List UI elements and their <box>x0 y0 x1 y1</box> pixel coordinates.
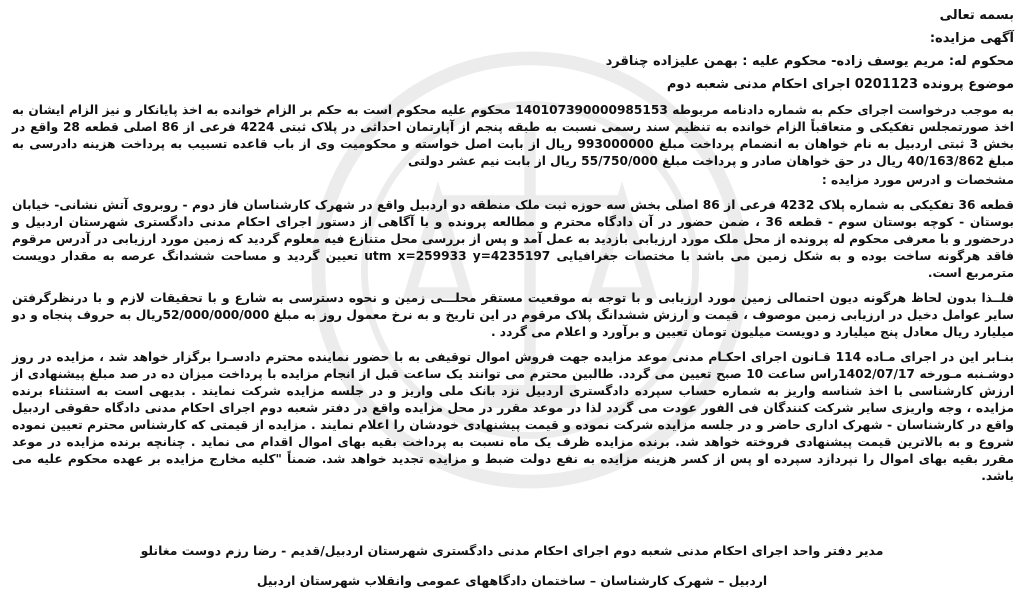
signature-line: مدیر دفتر واحد اجرای احکام مدنی شعبه دوم اجرای احکام مدنی دادگستری شهرستان اردبیل/قدیم - رضا رزم دوست مغانلو <box>140 543 884 558</box>
notice-title: آگهی مزایده: <box>929 31 1014 46</box>
case-parties: محکوم له: مریم یوسف زاده- محکوم علیه : بهمن علیزاده چناقرد <box>605 54 1014 69</box>
judgment-paragraph: به موجب درخواست اجرای حکم به شماره دادنامه مربوطه 140107390000985153 محکوم علیه محکوم است به حکم بر الزام خوانده به اخذ پایانکار و نیز الزام ایشان به اخذ صورتمجلس تفکیکی و متعاقباً الزام خوانده به تنظیم سند رسمی نسبت به طبقه پنجم از آپارتمان احداثی در پلاک ثبتی 4224 فرعی از 86 اصلی قطعه 28 واقع در بخش 3 ثبتی اردبیل به نام خواهان به انضمام پرداخت مبلغ 993000000 ریال از بابت اصل خواسته و محکومیت وی از باب قاعده تسبیب به پرداخت هزینه دادرسی به مبلغ 40/163/862 ریال در حق خواهان صادر و پرداخت مبلغ 55/750/000 ریال از بابت نیم عشر دولتی <box>12 103 1014 168</box>
address-line: اردبیل – شهرک کارشناسان – ساختمان دادگاههای عمومی وانقلاب شهرستان اردبیل <box>256 573 768 588</box>
auction-terms-paragraph: بنـابر این در اجرای مـاده 114 قـانون اجرای احکـام مدنی موعد مزایده جهت فروش اموال توقیفی به با حضور نماینده محترم دادسـرا برگزار خواهد شد ، مزایده در روز دوشـنبه مـورخه 1402/07/17راس ساعت 10 صبح تعیین می گردد. طالبین محترم می توانند یک ساعت قبل از انجام مزایده با پرداخت میزان ده در صد مبلغ پیشنهادی از ارزش کارشناسی با اخذ شناسه واریز به شماره حساب سپرده دادگستری اردبیل نزد بانک ملی واریز و در جلسه مزایده شرکت نمایند . بدیهی است به استثناء برنده مزایده ، وجه واریزی سایر شرکت کنندگان فی الفور عودت می گردد لذا در موعد مقرر در محل مزایده واقع در دفتر شعبه دوم اجرای احکام مدنی دادگاه حقوقی اردبیل واقع در کارشناسان - شهرک اداری حاضر و در جلسه مزایده شرکت نموده و قیمت پیشنهادی خودشان را اعلام نمایند . مزایده از قیمتی که کارشناس محترم تعیین نموده شروع و به بالاترین قیمت پیشنهادی فروخته خواهد شد. برنده مزایده ظرف یک ماه نسبت به پرداخت بقیه بهای اموال اقدام می نماید . چنانچه برنده مزایده در موعد مقرر بقیه بهای اموال را نپردازد سپرده او پس از کسر هزینه مزایده به نفع دولت ضبط و مزایده تجدید خواهد شد. ضمناً "کلیه مخارج مزایده بر عهده محکوم علیه می باشد. <box>12 350 1014 483</box>
property-description-paragraph: قطعه 36 تفکیکی به شماره پلاک 4232 فرعی از 86 اصلی بخش سه حوزه ثبت ملک منطقه دو اردبیل واقع در شهرک کارشناسان فاز دوم - روبروی آتش نشانی- خیابان بوستان - کوچه بوستان سوم - قطعه 36 ، ضمن حضور در آن دادگاه محترم و مطالعه پرونده و با آگاهی از دستور اجرای احکام مدنی دادگستری شهرستان اردبیل و درحضور و با معرفی محکوم له پرونده از محل ملک مورد ارزیابی بازدید به عمل آمد و پس از بررسی محل متنازع فیه معلوم گردید که زمین مورد ارزیابی در آدرس مرقوم فاقد هرگونه ساخت بوده و به شکل زمین می باشد با مختصات جغرافیایی utm x=259933 y=4235197 تعیین گردید و مساحت ششدانگ عرصه به مقدار دویست مترمربع است. <box>12 198 1015 280</box>
case-subject: موضوع پرونده 0201123 اجرای احکام مدنی شعبه دوم <box>666 77 1014 92</box>
valuation-paragraph: فلــذا بدون لحاظ هرگونه دیون احتمالی زمین مورد ارزیابی و با توجه به موقعیت مستقر محلـــی زمین و نحوه دسترسی به شارع و با تحقیقات لازم و با درنظرگرفتن سایر عوامل دخیل در ارزیابی زمین موصوف ، قیمت و ارزش ششدانگ پلاک مرقوم در این تاریخ و به نرخ معمول روز به مبلغ 52/000/000/000ریال به حروف پنجاه و دو میلیارد ریال معادل پنج میلیارد و دویست میلیون تومان تعیین و برآورد و اعلام می گردد . <box>12 291 1014 339</box>
basmala: بسمه تعالی <box>939 8 1014 23</box>
specs-heading: مشخصات و ادرس مورد مزایده : <box>821 173 1014 187</box>
